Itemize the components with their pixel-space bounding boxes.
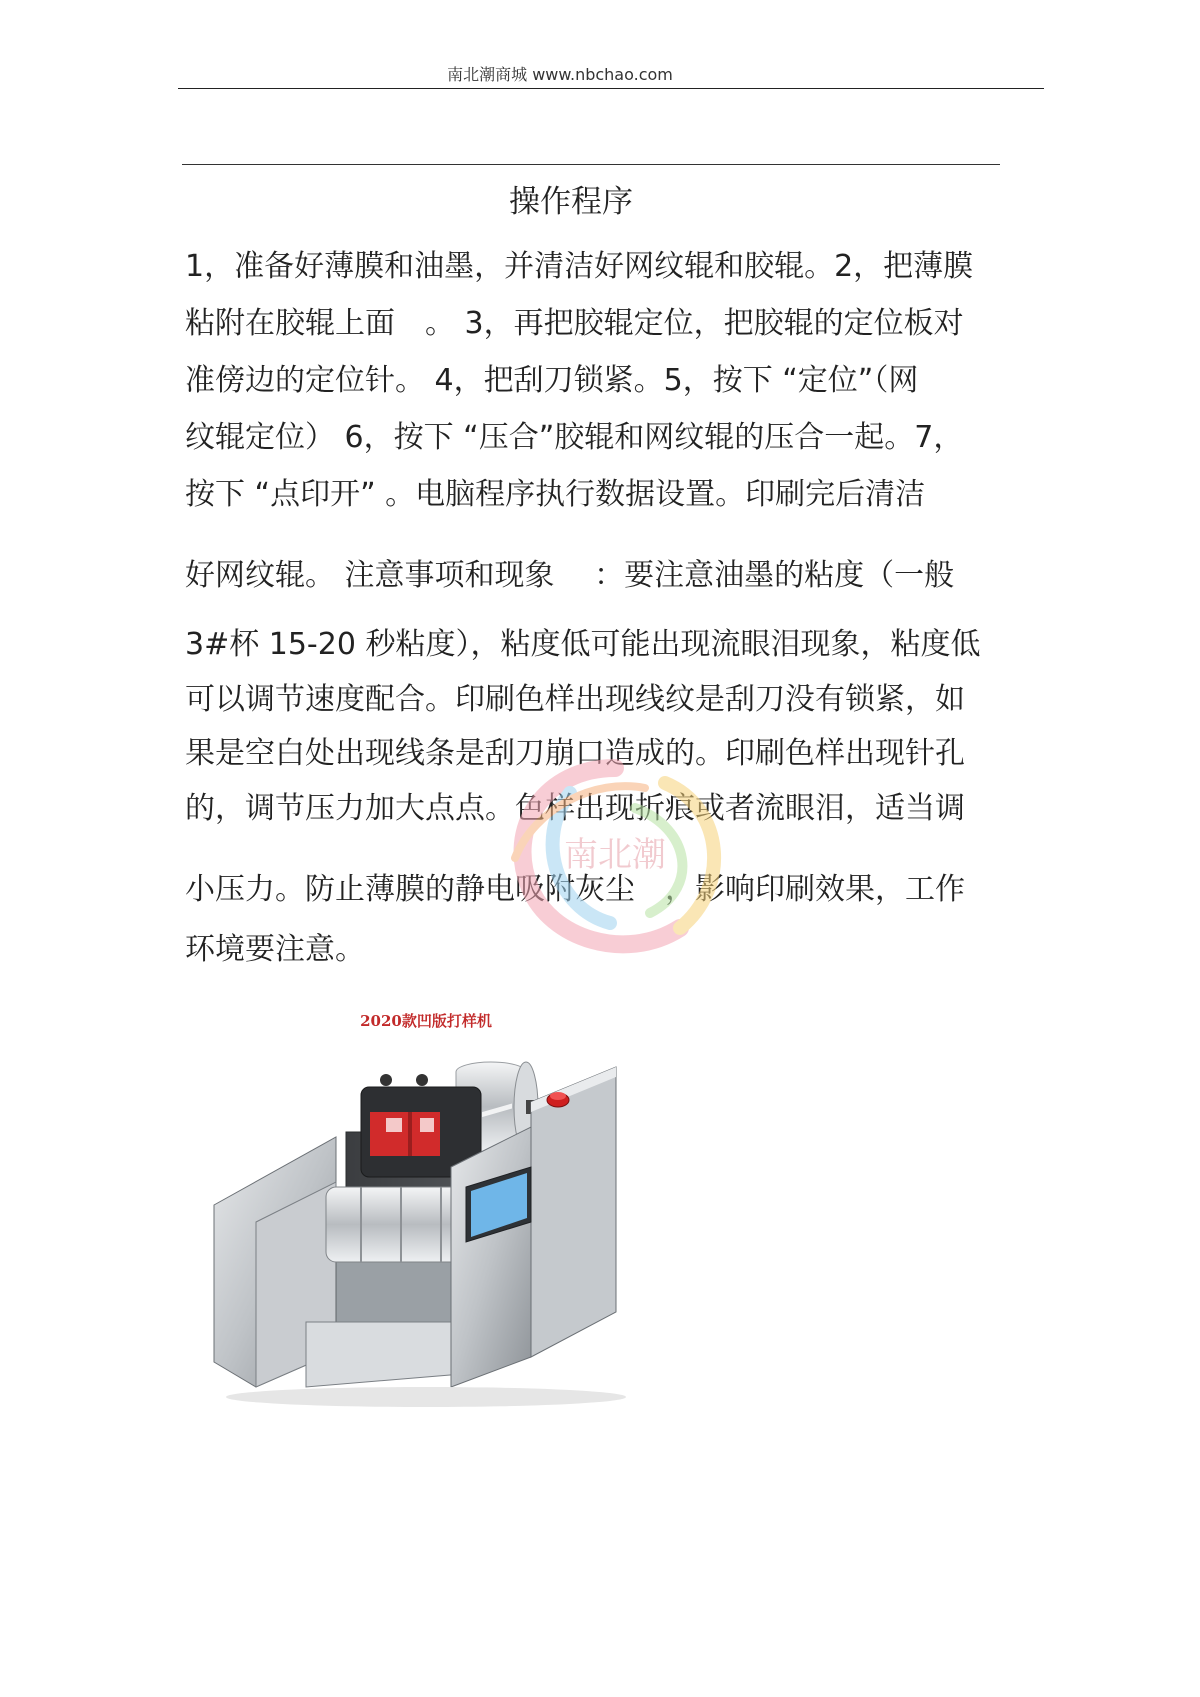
- body-line: 纹辊定位） 6，按下 “压合”胶辊和网纹辊的压合一起。7，: [185, 420, 964, 455]
- body-line: 3#杯 15-20 秒粘度），粘度低可能出现流眼泪现象，粘度低: [185, 627, 981, 662]
- watermark-logo: [475, 748, 755, 978]
- section-top-divider: [182, 164, 1000, 165]
- product-photo: [186, 992, 792, 1444]
- body-line: 准傍边的定位针。 4，把刮刀锁紧。5，按下 “定位”（网: [185, 363, 919, 398]
- body-line: 小压力。防止薄膜的静电吸附灰尘 ，影响印刷效果，工作: [185, 872, 965, 907]
- header-divider: [178, 88, 1044, 89]
- section-title: 操作程序: [509, 184, 633, 220]
- body-line: 1，准备好薄膜和油墨，并清洁好网纹辊和胶辊。2，把薄膜: [185, 249, 974, 284]
- body-line: 的，调节压力加大点点。色样出现折痕或者流眼泪，适当调: [185, 791, 965, 826]
- watermark-text: 南北潮: [564, 835, 666, 875]
- header-site-text: 南北潮商城 www.nbchao.com: [447, 65, 673, 84]
- body-line: 果是空白处出现线条是刮刀崩口造成的。印刷色样出现针孔: [185, 736, 965, 771]
- body-line: 按下 “点印开” 。电脑程序执行数据设置。印刷完后清洁: [185, 477, 926, 512]
- body-line: 环境要注意。: [185, 932, 365, 967]
- photo-caption: 2020款凹版打样机: [360, 1012, 492, 1030]
- body-line: 可以调节速度配合。印刷色样出现线纹是刮刀没有锁紧，如: [185, 682, 965, 717]
- printing-machine-illustration: [186, 992, 792, 1444]
- body-line: 好网纹辊。 注意事项和现象 ：要注意油墨的粘度（一般: [185, 558, 955, 593]
- watermark-swirl-icon: [475, 748, 755, 978]
- body-line: 粘附在胶辊上面 。 3，再把胶辊定位，把胶辊的定位板对: [185, 306, 964, 341]
